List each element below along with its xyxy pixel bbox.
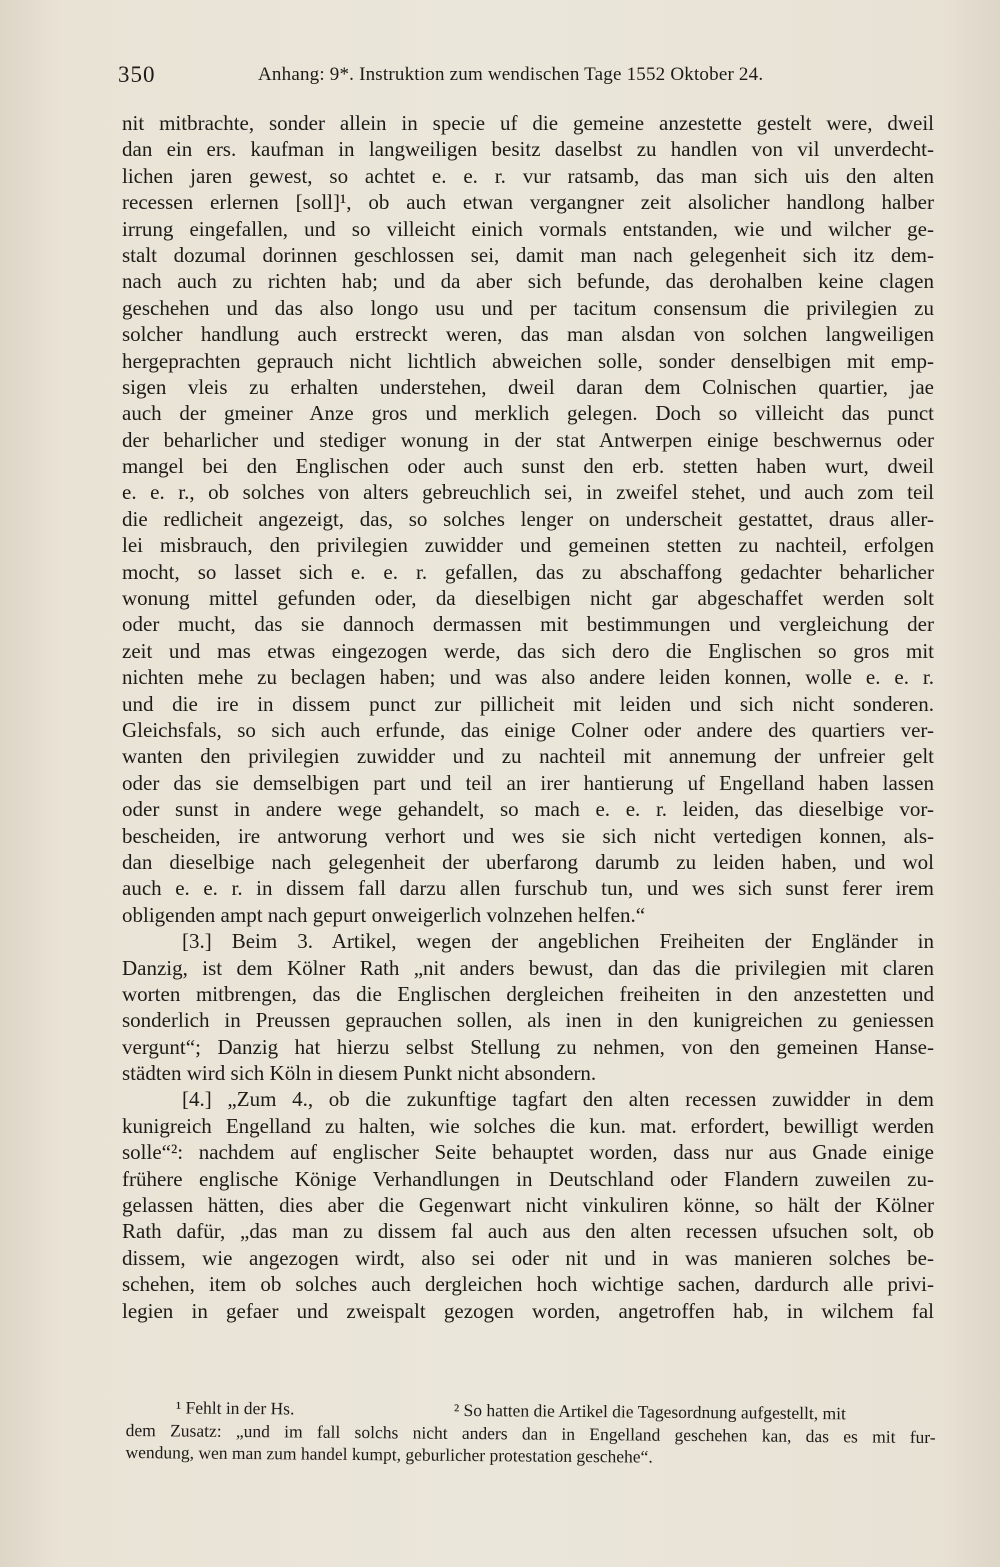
text-line: sigen vleis zu erhalten understehen, dweil daran dem Colnischen quartier, jae bbox=[122, 374, 934, 399]
text-line: auch der gmeiner Anze gros und merklich gelegen. Doch so villeicht das punct bbox=[122, 401, 934, 426]
page-header bbox=[118, 62, 933, 96]
text-line: stalt dozumal dorinnen geschlossen sei, damit man nach gelegenheit sich itz dem- bbox=[122, 242, 934, 267]
text-line: schehen, item ob solches auch dergleichen hoch wichtige sachen, dardurch alle privi- bbox=[122, 1272, 934, 1297]
text-line: recessen erlernen [soll]¹, ob auch etwan vergangner zeit alsolicher handlong halber bbox=[122, 190, 934, 215]
text-line: gelassen hätten, dies aber die Gegenwart nicht vinkuliren könne, so hält der Kölner bbox=[122, 1193, 934, 1218]
text-line: und die ire in dissem punct zur pillicheit mit leiden und sich nicht sonderen. bbox=[122, 691, 934, 716]
text-line: worten mitbrengen, das die Englischen dergleichen freiheiten in den anzestetten und bbox=[122, 981, 934, 1006]
text-line: vergunt“; Danzig hat hierzu selbst Stellung zu nehmen, von den gemeinen Hanse- bbox=[122, 1034, 934, 1059]
text-line: nichten mehe zu beclagen haben; und was also andere leiden konnen, wolle e. e. r. bbox=[122, 665, 934, 690]
text-line: [3.] Beim 3. Artikel, wegen der angeblichen Freiheiten der Engländer in bbox=[182, 929, 934, 954]
text-line: zeit und mas etwas eingezogen werde, das sich dero die Englischen so gros mit bbox=[122, 638, 934, 663]
text-line: geschehen und das also longo usu und per tacitum consensum die privilegien zu bbox=[122, 295, 934, 320]
text-line: mocht, so lasset sich e. e. r. gefallen, das zu abschaffong gedachter beharlicher bbox=[122, 559, 934, 584]
text-line: irrung eingefallen, und so villeicht einich vormals entstanden, wie und wilcher ge- bbox=[122, 216, 934, 241]
text-line: die redlicheit angezeigt, das, so solches lenger on underscheit gestattet, draus aller- bbox=[122, 506, 934, 531]
text-line: obligenden ampt nach gepurt onweigerlich volnzehen helfen.“ bbox=[122, 902, 646, 927]
footnotes bbox=[125, 1396, 936, 1471]
footnote-2-start: ² So hatten die Artikel die Tagesordnung aufgestellt, mit bbox=[453, 1399, 846, 1424]
text-line: der beharlicher und stediger wonung in der stat Antwerpen einige beschwernus oder bbox=[122, 427, 934, 452]
text-line: städten wird sich Köln in diesem Punkt nicht absondern. bbox=[122, 1061, 597, 1086]
body-text bbox=[122, 110, 934, 1324]
text-line: solcher handlung auch erstreckt weren, das man alsdan von solchen langweiligen bbox=[122, 322, 934, 347]
text-line: wonung mittel gefunden oder, da dieselbigen nicht gar abgeschaffet werden solt bbox=[122, 586, 934, 611]
text-line: bescheiden, ire antworung verhort und wes sie sich nicht vertedigen konnen, als- bbox=[122, 823, 934, 848]
text-line: wanten den privilegien zuwidder und zu nachteil mit annemung der unfreier gelt bbox=[122, 744, 934, 769]
text-line: dan ein ers. kaufman in langweiligen besitz daselbst zu handlen von vil unverdecht- bbox=[122, 137, 934, 162]
text-line: kunigreich Engelland zu halten, wie solches die kun. mat. erfordert, bewilligt werden bbox=[122, 1113, 934, 1138]
text-line: oder das sie demselbigen part und teil an irer hantierung uf Engelland haben lassen bbox=[122, 770, 934, 795]
running-title: Anhang: 9*. Instruktion zum wendischen Tage 1552 Oktober 24. bbox=[258, 64, 764, 85]
text-line: frühere englische Könige Verhandlungen in Deutschland oder Flandern zuweilen zu- bbox=[122, 1166, 934, 1191]
text-line: oder mucht, das sie dannoch dermassen mit bestimmungen und vergleichung der bbox=[122, 612, 934, 637]
text-line: sonderlich in Preussen geprauchen sollen, als inen in den kunigreichen zu geniessen bbox=[122, 1008, 934, 1033]
text-line: nach auch zu richten hab; und da aber sich befunde, das derohalben keine clagen bbox=[122, 269, 934, 294]
text-line: auch e. e. r. in dissem fall darzu allen furschub tun, und wes sich sunst ferer irem bbox=[122, 876, 934, 901]
text-line: Gleichsfals, so sich auch erfunde, das einige Colner oder andere des quartiers ver- bbox=[122, 717, 934, 742]
text-line: Danzig, ist dem Kölner Rath „nit anders bewust, dan das die privilegien mit claren bbox=[122, 955, 934, 980]
page-number: 350 bbox=[118, 62, 156, 87]
footnote-2-line: dem Zusatz: „und im fall solchs nicht anders dan in Engelland geschehen kan, das es mit fur- bbox=[125, 1419, 936, 1447]
text-line: hergeprachten geprauch nicht lichtlich abweichen solle, sonder denselbigen mit emp- bbox=[122, 348, 934, 373]
text-line: lichen jaren gewest, so achtet e. e. r. vur ratsamb, das man sich uis den alten bbox=[122, 163, 934, 188]
text-line: Rath dafür, „das man zu dissem fal auch aus den alten recessen ufsuchen solt, ob bbox=[122, 1219, 934, 1244]
text-line: dissem, wie angezogen wirdt, also sei oder nit und in was manieren solches be- bbox=[122, 1245, 934, 1270]
text-line: lei misbrauch, den privilegien zuwidder und gemeinen stetten zu nachteil, erfolgen bbox=[122, 533, 934, 558]
text-line: nit mitbrachte, sonder allein in specie uf die gemeine anzestette gestelt were, dweil bbox=[122, 111, 934, 135]
text-line: oder sunst in andere wege gehandelt, so mach e. e. r. leiden, das dieselbige vor- bbox=[122, 797, 934, 822]
footnote-1: ¹ Fehlt in der Hs. bbox=[175, 1397, 295, 1419]
text-line: mangel bei den Englischen oder auch sunst den erb. stetten haben wurt, dweil bbox=[122, 454, 934, 479]
text-line: dan dieselbige nach gelegenheit der uberfarong darumb zu leiden haben, und wol bbox=[122, 849, 934, 874]
footnote-2-line: wendung, wen man zum handel kumpt, geburlicher protestation geschehe“. bbox=[125, 1441, 653, 1467]
text-line: [4.] „Zum 4., ob die zukunftige tagfart den alten recessen zuwidder in dem bbox=[182, 1087, 934, 1112]
text-line: e. e. r., ob solches von alters gebreuchlich sei, in zweifel stehet, und auch zom teil bbox=[122, 480, 934, 505]
text-line: legien in gefaer und zweispalt gezogen worden, angetroffen hab, in wilchem fal bbox=[122, 1298, 934, 1323]
text-line: solle“²: nachdem auf englischer Seite behauptet worden, dass nur aus Gnade einige bbox=[122, 1140, 934, 1165]
